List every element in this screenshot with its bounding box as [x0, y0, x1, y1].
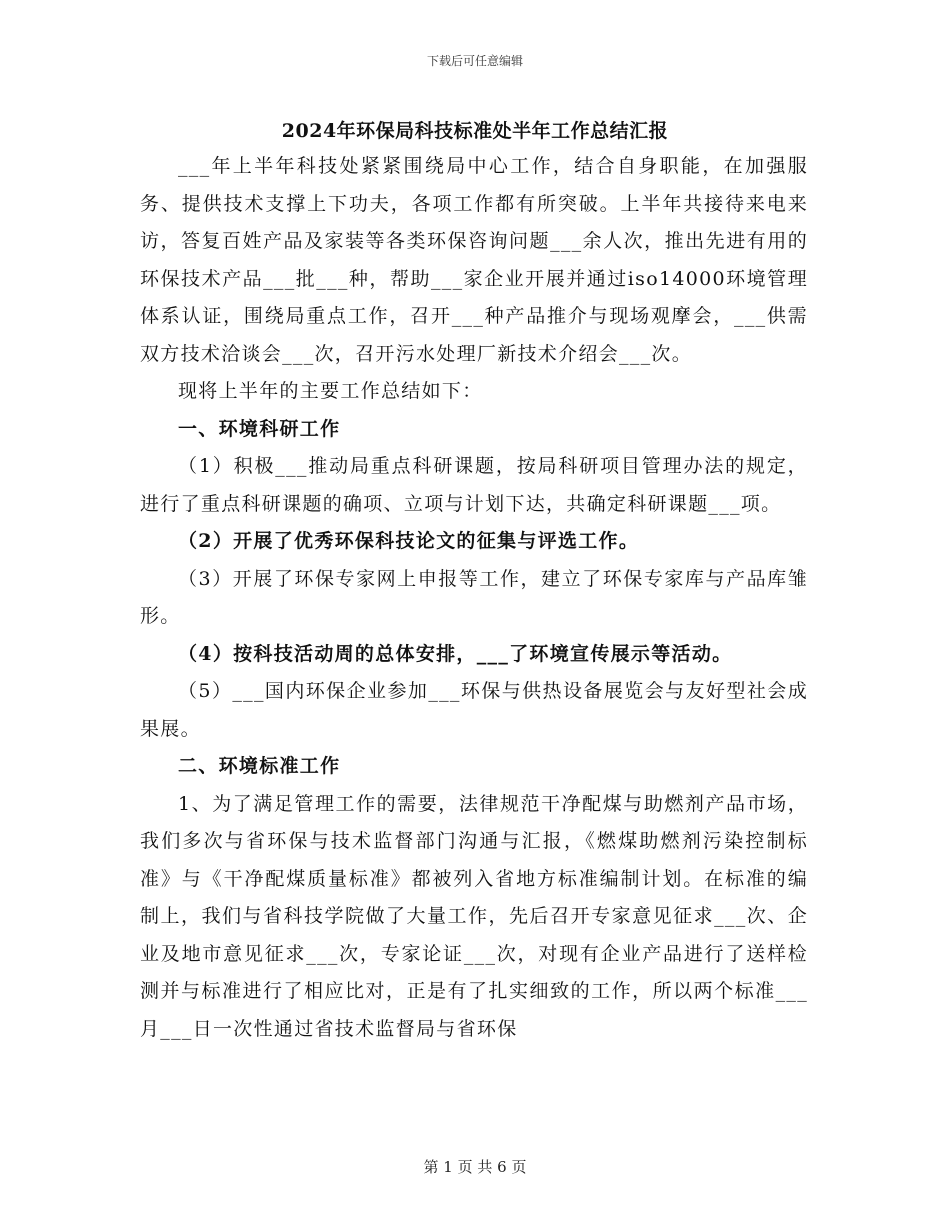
paragraph-item-1: （1）积极___推动局重点科研课题，按局科研项目管理办法的规定，进行了重点科研课题的确项、立项与计划下达，共确定科研课题___项。 [140, 455, 808, 515]
page-footer: 第 1 页 共 6 页 [423, 1158, 527, 1176]
paragraph-intro: ___年上半年科技处紧紧围绕局中心工作，结合自身职能，在加强服务、提供技术支撑上下功夫，各项工作都有所突破。上半年共接待来电来访，答复百姓产品及家装等各类环保咨询问题___余人次，推出先进有用的环保技术产品___批___种，帮助___家企业开展并通过iso14000环境管理体系认证，围绕局重点工作，召开___种产品推介与现场观摩会，___供需双方技术洽谈会___次，召开污水处理厂新技术介绍会___次。 [140, 155, 808, 365]
document-body [140, 148, 808, 1048]
paragraph-item-4: （4）按科技活动周的总体安排，___了环境宣传展示等活动。 [178, 642, 733, 665]
section-heading-standards: 二、环境标准工作 [178, 755, 341, 777]
paragraph-standards-1: 1、为了满足管理工作的需要，法律规范干净配煤与助燃剂产品市场，我们多次与省环保与技术监督部门沟通与汇报，《燃煤助燃剂污染控制标准》与《干净配煤质量标准》都被列入省地方标准编制计划。在标准的编制上，我们与省科技学院做了大量工作，先后召开专家意见征求___次、企业及地市意见征求___次，专家论证___次，对现有企业产品进行了送样检测并与标准进行了相应比对，正是有了扎实细致的工作，所以两个标准___月___日一次性通过省技术监督局与省环保 [140, 792, 808, 1040]
paragraph-summary-lead: 现将上半年的主要工作总结如下： [178, 380, 483, 402]
document-title: 2024年环保局科技标准处半年工作总结汇报 [281, 120, 669, 142]
section-heading-research: 一、环境科研工作 [178, 417, 341, 440]
paragraph-item-2: （2）开展了优秀环保科技论文的征集与评选工作。 [178, 530, 640, 552]
paragraph-item-5: （5）___国内环保企业参加___环保与供热设备展览会与友好型社会成果展。 [140, 680, 808, 740]
header-note: 下载后可任意编辑 [426, 54, 523, 68]
paragraph-item-3: （3）开展了环保专家网上申报等工作，建立了环保专家库与产品库雏形。 [140, 567, 808, 627]
